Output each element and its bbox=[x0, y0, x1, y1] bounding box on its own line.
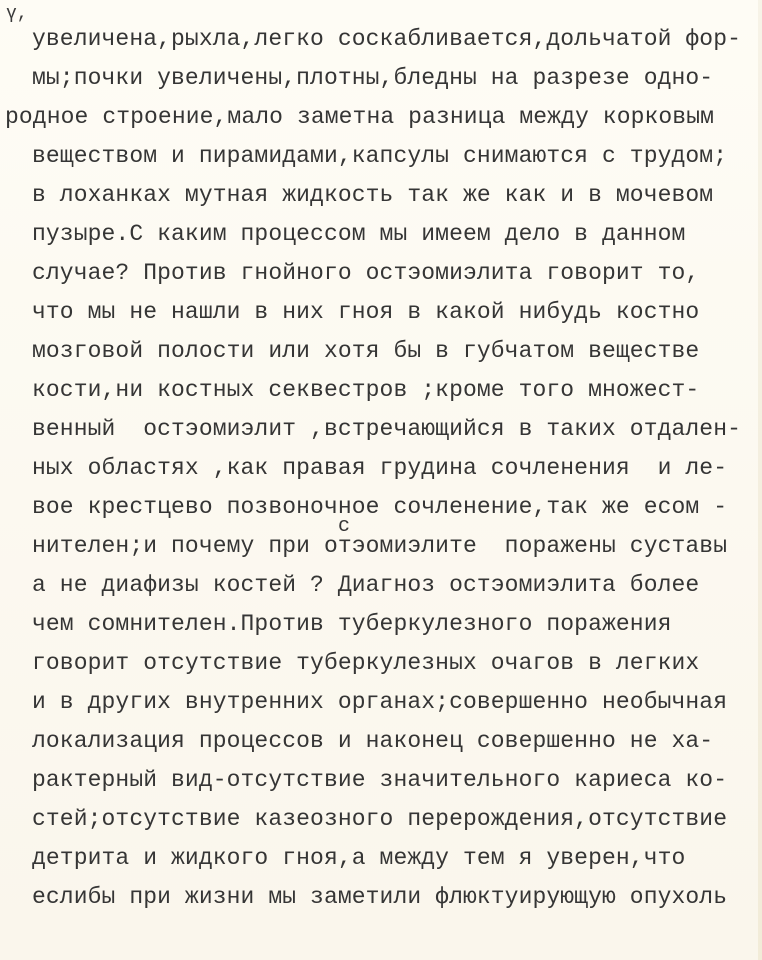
text-line-11: венный остэомиэлит ,встречающийся в таких отдален- bbox=[32, 416, 742, 442]
text-line-17: говорит отсутствие туберкулезных очагов в легких bbox=[32, 650, 700, 676]
text-line-13: вое крестцево позвоночное сочленение,так же есом - bbox=[32, 494, 728, 520]
text-line-8: что мы не нашли в них гноя в какой нибудь костно bbox=[32, 299, 700, 325]
text-line-15: а не диафизы костей ? Диагноз остэомиэлита более bbox=[32, 572, 700, 598]
text-line-18: и в других внутренних органах;совершенно необычная bbox=[32, 689, 728, 715]
text-line-7: случае? Против гнойного остэомиэлита говорит то, bbox=[32, 260, 700, 286]
handwritten-corner-mark: ү, bbox=[6, 4, 28, 24]
text-line-21: стей;отсутствие казеозного перерождения,отсутствие bbox=[32, 806, 728, 832]
text-line-19: локализация процессов и наконец совершенно не ха- bbox=[32, 728, 714, 754]
text-line-22: детрита и жидкого гноя,а между тем я уверен,что bbox=[32, 845, 686, 871]
text-line-12: ных областях ,как правая грудина сочленения и ле- bbox=[32, 455, 728, 481]
text-line-3: родное строение,мало заметна разница между корковым bbox=[5, 104, 715, 130]
text-line-16: чем сомнителен.Против туберкулезного поражения bbox=[32, 611, 672, 637]
text-line-20: рактерный вид-отсутствие значительного кариеса ко- bbox=[32, 767, 728, 793]
text-line-10: кости,ни костных секвестров ;кроме того множест- bbox=[32, 377, 700, 403]
text-line-14: нителен;и почему при отэомиэлите поражены суставы bbox=[32, 533, 728, 559]
text-line-6: пузыре.С каким процессом мы имеем дело в данном bbox=[32, 221, 686, 247]
text-line-1: увеличена,рыхла,легко соскабливается,дольчатой фор- bbox=[32, 26, 742, 52]
text-line-9: мозговой полости или хотя бы в губчатом веществе bbox=[32, 338, 700, 364]
text-line-2: мы;почки увеличены,плотны,бледны на разрезе одно- bbox=[32, 65, 714, 91]
inserted-letter: с bbox=[338, 515, 351, 538]
paper-edge bbox=[758, 0, 762, 960]
text-line-4: веществом и пирамидами,капсулы снимаются с трудом; bbox=[32, 143, 728, 169]
text-line-23: еслибы при жизни мы заметили флюктуирующую опухоль bbox=[32, 884, 728, 910]
text-line-5: в лоханках мутная жидкость так же как и в мочевом bbox=[32, 182, 714, 208]
